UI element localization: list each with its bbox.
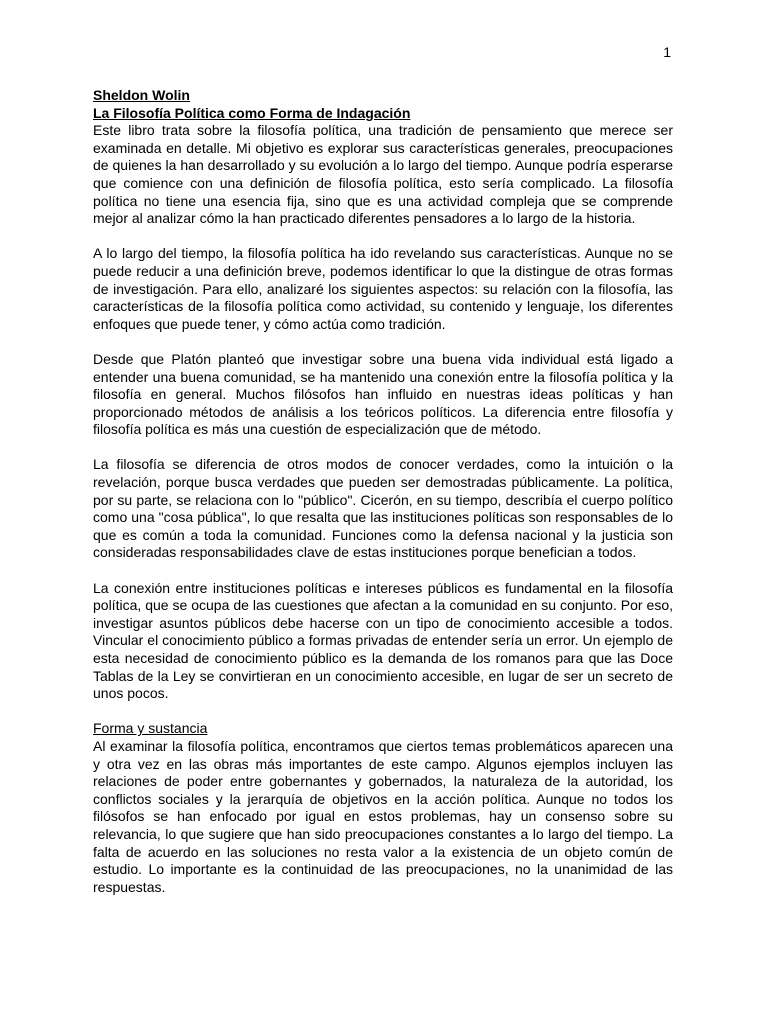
paragraph-plato: Desde que Platón planteó que investigar sobre una buena vida individual está ligado a entender una buena comunidad, se ha mantenido una conexión entre la filosofía política y la filosofía en general. Muchos filósofos han influido en nuestras ideas políticas y han proporcionado métodos de análisis a los teóricos políticos. La diferencia entre filosofía y filosofía política es más una cuestión de especialización que de método.	[93, 350, 673, 438]
paragraph-intro: Este libro trata sobre la filosofía política, una tradición de pensamiento que merece ser examinada en detalle. Mi objetivo es explorar sus características generales, preocupaciones de quienes la han desarrollado y su evolución a lo largo del tiempo. Aunque podría esperarse que comience con una definición de filosofía política, esto sería complicado. La filosofía política no tiene una esencia fija, sino que es una actividad compleja que se comprende mejor al analizar cómo la han practicado diferentes pensadores a lo largo de la historia.	[93, 122, 673, 227]
author-name: Sheldon Wolin	[93, 87, 190, 103]
paragraph-institutions: La conexión entre instituciones políticas e intereses públicos es fundamental en la filosofía política, que se ocupa de las cuestiones que afectan a la comunidad en su conjunto. Por eso, investigar asuntos públicos debe hacerse con un tipo de conocimiento accesible a todos. Vincular el conocimiento público a formas privadas de entender sería un error. Un ejemplo de esta necesidad de conocimiento público es la demanda de los romanos para que las Doce Tablas de la Ley se convirtieran en un conocimiento accesible, en lugar de ser un secreto de unos pocos.	[93, 579, 673, 702]
section-heading: Forma y sustancia	[93, 720, 208, 737]
paragraph-characteristics: A lo largo del tiempo, la filosofía política ha ido revelando sus características. Aunque no se puede reducir a una definición breve, podemos identificar lo que la distingue de otras formas de investigación. Para ello, analizaré los siguientes aspectos: su relación con la filosofía, las características de la filosofía política como actividad, su contenido y lenguaje, los diferentes enfoques que puede tener, y cómo actúa como tradición.	[93, 245, 673, 332]
page-number: 1	[663, 44, 671, 60]
paragraph-form-substance: Al examinar la filosofía política, encontramos que ciertos temas problemáticos aparecen una y otra vez en las obras más importantes de este campo. Algunos ejemplos incluyen las relaciones de poder entre gobernantes y gobernados, la naturaleza de la autoridad, los conflictos sociales y la jerarquía de objetivos en la acción política. Aunque no todos los filósofos se han enfocado por igual en estos problemas, hay un consenso sobre su relevancia, lo que sugiere que han sido preocupaciones constantes a lo largo del tiempo. La falta de acuerdo en las soluciones no resta valor a la existencia de un objeto común de estudio. Lo importante es la continuidad de las preocupaciones, no la unanimidad de las respuestas.	[93, 737, 673, 895]
document-body	[93, 87, 673, 896]
document-title: La Filosofía Política como Forma de Indagación	[93, 104, 411, 121]
paragraph-public: La filosofía se diferencia de otros modos de conocer verdades, como la intuición o la revelación, porque busca verdades que pueden ser demostradas públicamente. La política, por su parte, se relaciona con lo "público". Cicerón, en su tiempo, describía el cuerpo político como una "cosa pública", lo que resalta que las instituciones políticas son responsables de lo que es común a toda la comunidad. Funciones como la defensa nacional y la justicia son consideradas responsabilidades clave de estas instituciones porque benefician a todos.	[93, 456, 673, 561]
